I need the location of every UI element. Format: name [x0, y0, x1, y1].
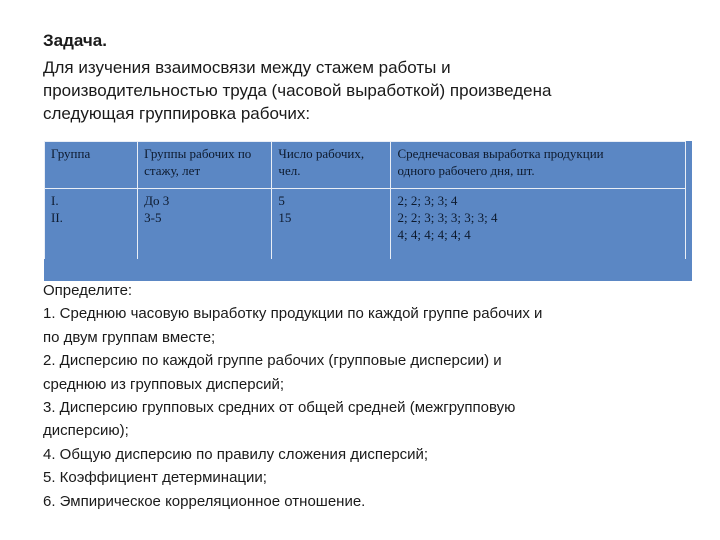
- intro-line: производительностью труда (часовой выработкой) произведена: [43, 81, 552, 100]
- question-line: 4. Общую дисперсию по правилу сложения дисперсий;: [43, 445, 429, 463]
- group-2: II.: [51, 210, 63, 225]
- experience-2: 3-5: [144, 210, 162, 225]
- output-1: 2; 2; 3; 3; 4: [397, 193, 458, 208]
- question-line: среднюю из групповых дисперсий;: [43, 375, 284, 393]
- cell-groups: [45, 189, 138, 266]
- workers-1: 5: [278, 193, 285, 208]
- header-experience: [138, 142, 272, 189]
- output-3: 4; 4; 4; 4; 4; 4: [397, 227, 471, 242]
- question-line: 3. Дисперсию групповых средних от общей средней (межгрупповую: [43, 399, 516, 417]
- cell-output: [391, 189, 686, 266]
- header-output-line2: одного рабочего дня, шт.: [397, 163, 535, 178]
- question-line: дисперсию);: [43, 422, 129, 440]
- table-header-row: [45, 142, 686, 189]
- task-questions: [43, 279, 693, 513]
- header-workers-line1: Число рабочих,: [278, 146, 365, 161]
- task-intro: [43, 56, 683, 125]
- header-experience-line2: стажу, лет: [144, 163, 201, 178]
- question-line: 1. Среднюю часовую выработку продукции по каждой группе рабочих и: [43, 305, 543, 323]
- question-line: 6. Эмпирическое корреляционное отношение.: [43, 492, 366, 510]
- question-line: 2. Дисперсию по каждой группе рабочих (групповые дисперсии) и: [43, 352, 502, 370]
- table-row: [45, 189, 686, 266]
- group-1: I.: [51, 193, 59, 208]
- header-group: Группа: [45, 142, 138, 189]
- header-output: [391, 142, 686, 189]
- intro-line: следующая группировка рабочих:: [43, 104, 311, 123]
- grouping-table: [44, 141, 686, 266]
- question-line: по двум группам вместе;: [43, 328, 216, 346]
- header-experience-line1: Группы рабочих по: [144, 146, 252, 161]
- task-title: Задача.: [43, 31, 107, 50]
- question-line: 5. Коэффициент детерминации;: [43, 469, 267, 487]
- header-workers: [272, 142, 391, 189]
- header-workers-line2: чел.: [278, 163, 301, 178]
- grouping-table-box: [44, 141, 692, 281]
- table-bottom-strip: [44, 259, 692, 281]
- cell-workers: [272, 189, 391, 266]
- workers-2: 15: [278, 210, 292, 225]
- experience-1: До 3: [144, 193, 170, 208]
- output-2: 2; 2; 3; 3; 3; 3; 3; 4: [397, 210, 498, 225]
- cell-experience: [138, 189, 272, 266]
- header-output-line1: Среднечасовая выработка продукции: [397, 146, 604, 161]
- questions-heading: Определите:: [43, 282, 133, 299]
- intro-line: Для изучения взаимосвязи между стажем работы и: [43, 58, 451, 77]
